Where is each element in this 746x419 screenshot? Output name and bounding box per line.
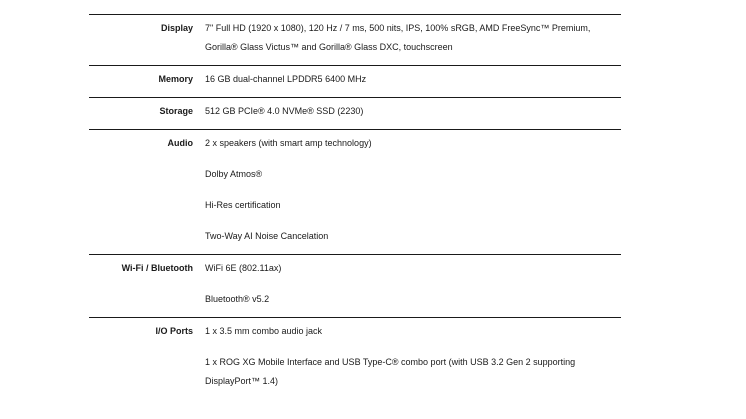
spec-table: [89, 14, 621, 399]
spec-value: 1 x ROG XG Mobile Interface and USB Type-C® combo port (with USB 3.2 Gen 2 supporting DisplayPort™ 1.4): [205, 357, 576, 386]
spec-label-audio: Audio: [167, 138, 193, 148]
spec-row-audio: [89, 129, 621, 254]
spec-value: Dolby Atmos®: [205, 169, 263, 179]
spec-label-wifi-bluetooth: Wi-Fi / Bluetooth: [121, 263, 193, 273]
spec-label-memory: Memory: [158, 74, 193, 84]
spec-values-wifi-bluetooth: [205, 259, 621, 309]
spec-values-io-ports: [205, 322, 621, 391]
spec-row-io-ports: [89, 317, 621, 399]
spec-row-memory: [89, 65, 621, 97]
spec-row-wifi-bluetooth: [89, 254, 621, 317]
spec-value: 7" Full HD (1920 x 1080), 120 Hz / 7 ms, 500 nits, IPS, 100% sRGB, AMD FreeSync™ Premium, Gorilla® Glass Victus™ and Gorilla® Glass DXC, touchscreen: [205, 23, 591, 52]
spec-row-storage: [89, 97, 621, 129]
spec-label-io-ports: I/O Ports: [155, 326, 193, 336]
spec-values-storage: [205, 102, 621, 121]
spec-label-storage: Storage: [159, 106, 193, 116]
spec-value: WiFi 6E (802.11ax): [205, 263, 282, 273]
spec-value: 1 x 3.5 mm combo audio jack: [205, 326, 323, 336]
spec-value: 16 GB dual-channel LPDDR5 6400 MHz: [205, 74, 367, 84]
spec-value: Bluetooth® v5.2: [205, 294, 270, 304]
spec-values-audio: [205, 134, 621, 246]
spec-value: Two-Way AI Noise Cancelation: [205, 231, 329, 241]
spec-value: 512 GB PCIe® 4.0 NVMe® SSD (2230): [205, 106, 364, 116]
spec-values-display: [205, 19, 621, 57]
spec-value: Hi-Res certification: [205, 200, 281, 210]
spec-row-display: [89, 14, 621, 65]
spec-value: 2 x speakers (with smart amp technology): [205, 138, 372, 148]
spec-values-memory: [205, 70, 621, 89]
spec-label-display: Display: [160, 23, 193, 33]
